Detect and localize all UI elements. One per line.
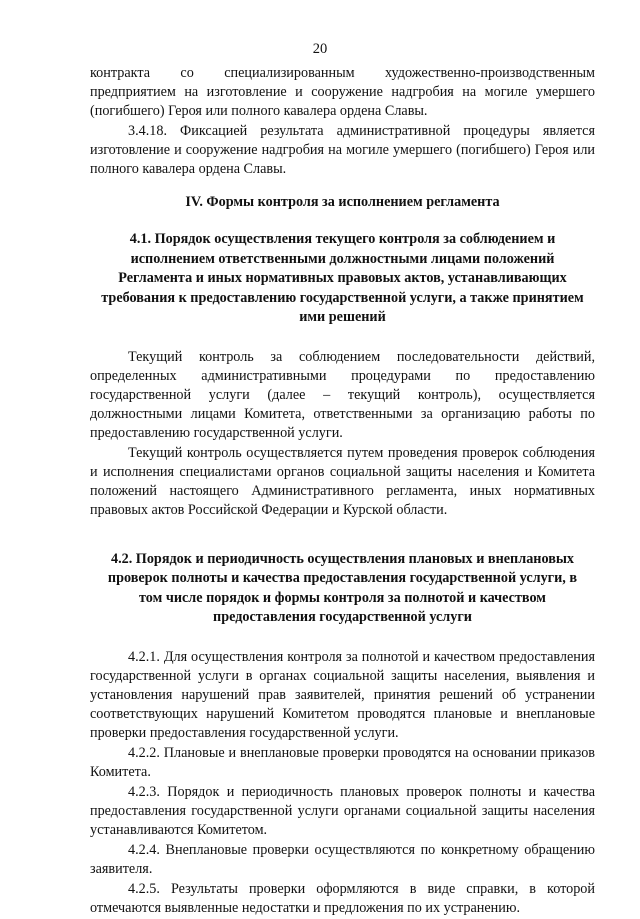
subsection-4-1-title: 4.1. Порядок осуществления текущего контроля за соблюдением и исполнением ответственными должностными лицами положений Регламента и иных нормативных правовых актов, устанавливающих требования к предоставлению государственной услуги, а также принятием ими решений [101, 231, 584, 325]
paragraph-4-2-4: 4.2.4. Внеплановые проверки осуществляются по конкретному обращению заявителя. [90, 841, 595, 877]
paragraph-4-1-a: Текущий контроль за соблюдением последовательности действий, определенных административными процедурами по предоставлению государственной услуги (далее – текущий контроль), осуществляется должностными лицами Комитета, ответственными за организацию работы по предоставлению государственной услуги. [90, 348, 595, 441]
subsection-4-2-title: 4.2. Порядок и периодичность осуществления плановых и внеплановых проверок полноты и качества предоставления государственной услуги, в том числе порядок и формы контроля за полнотой и качеством предоставления государственной услуги [107, 550, 578, 625]
section-title: IV. Формы контроля за исполнением регламента [185, 194, 500, 210]
paragraph-3-4-18: 3.4.18. Фиксацией результата административной процедуры является изготовление и сооружение надгробия на могиле умершего (погибшего) Героя или полного кавалера ордена Славы. [90, 123, 595, 177]
paragraph-4-2-2: 4.2.2. Плановые и внеплановые проверки проводятся на основании приказов Комитета. [90, 744, 595, 780]
paragraph-4-2-5: 4.2.5. Результаты проверки оформляются в виде справки, в которой отмечаются выявленные недостатки и предложения по их устранению. [90, 880, 595, 916]
paragraph-contract-continuation: контракта со специализированным художественно-производственным предприятием на изготовление и сооружение надгробия на могиле умершего (погибшего) Героя или полного кавалера ордена Славы. [90, 65, 595, 119]
page-number: 20 [312, 41, 328, 57]
paragraph-4-2-3: 4.2.3. Порядок и периодичность плановых проверок полноты и качества предоставления государственной услуги органами социальной защиты населения устанавливаются Комитетом. [90, 783, 595, 838]
document-body [90, 64, 595, 919]
paragraph-4-1-b: Текущий контроль осуществляется путем проведения проверок соблюдения и исполнения специалистами органов социальной защиты населения и Комитета положений настоящего Административного регламента, иных нормативных правовых актов Российской Федерации и Курской области. [90, 444, 595, 518]
paragraph-4-2-1: 4.2.1. Для осуществления контроля за полнотой и качеством предоставления государственной услуги в органах социальной защиты населения, выявления и установления нарушений прав заявителей, принятия решений об устранении соответствующих нарушений Комитетом проводятся плановые и внеплановые проверки предоставления государственной услуги. [90, 648, 595, 741]
